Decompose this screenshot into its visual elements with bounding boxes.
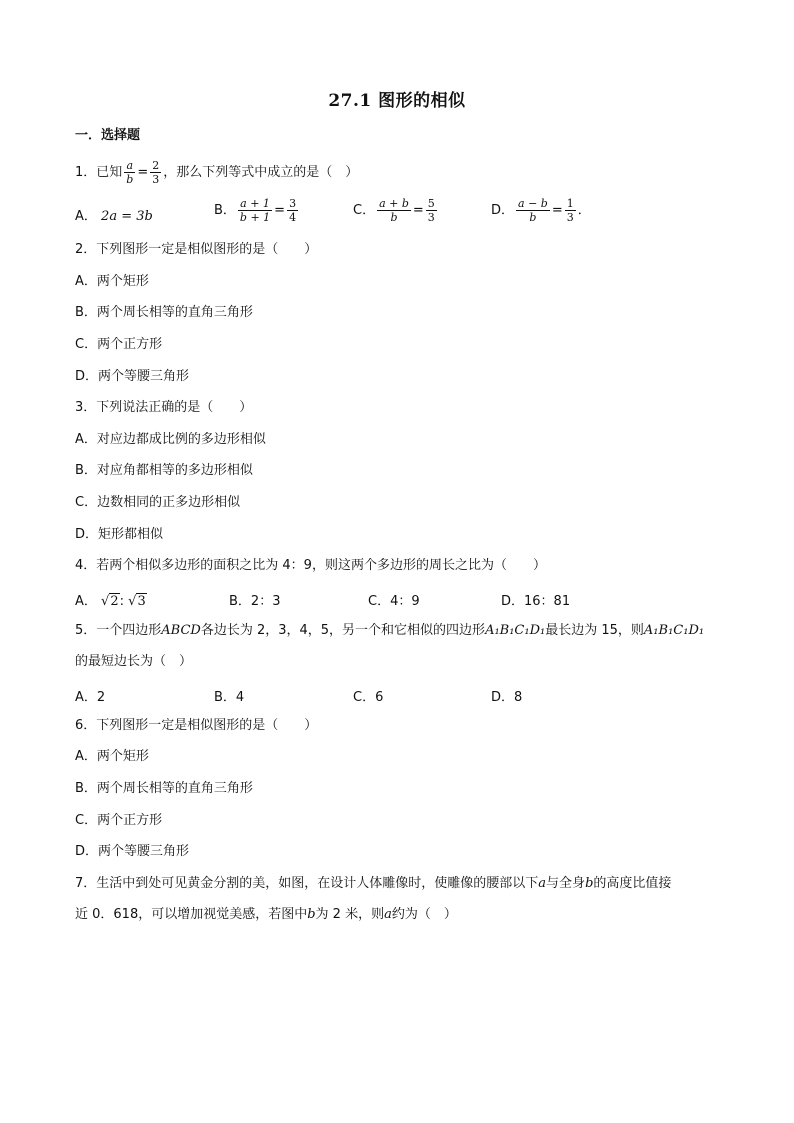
question-6-option-c: C．两个正方形	[75, 813, 163, 828]
question-5-stem-line-2: 的最短边长为（ ）	[75, 654, 193, 669]
fraction-a-over-b: $\frac{a}{b}$	[126, 159, 134, 186]
question-2-option-b: B．两个周长相等的直角三角形	[75, 305, 253, 320]
fraction: $\frac{a + b}{b}$	[379, 197, 409, 224]
section-heading: 一．选择题	[75, 128, 141, 143]
question-5-option-d: D．8	[491, 690, 523, 705]
question-7-stem-line-2: 近 0．618，可以增加视觉美感，若图中b为 2 米，则a约为（ ）	[75, 907, 457, 922]
question-1-option-a: A． 2a = 3b	[75, 209, 153, 224]
question-3-option-a: A．对应边都成比例的多边形相似	[75, 432, 266, 447]
question-6-option-d: D．两个等腰三角形	[75, 844, 190, 859]
question-7-stem-line-1: 7．生活中到处可见黄金分割的美，如图，在设计人体雕像时，使雕像的腰部以下a与全身b的高度比值接	[75, 876, 672, 891]
question-6-option-a: A．两个矩形	[75, 749, 149, 764]
question-1-stem: 1．已知 $\frac{a}{b}$ = $\frac{2}{3}$ ，那么下列等式中成立的是（ ）	[75, 159, 359, 186]
question-4-option-c: C．4：9	[368, 594, 420, 609]
question-1-option-d: D． $\frac{a - b}{b}$ = $\frac{1}{3}$ ．	[491, 197, 591, 224]
question-5-option-c: C．6	[353, 690, 384, 705]
question-4-option-b: B．2：3	[229, 594, 281, 609]
question-4-stem: 4．若两个相似多边形的面积之比为 4：9，则这两个多边形的周长之比为（ ）	[75, 558, 546, 573]
sqrt-3: √3	[128, 594, 146, 609]
question-5-option-b: B．4	[214, 690, 245, 705]
question-3-option-b: B．对应角都相等的多边形相似	[75, 463, 253, 478]
fraction-2-over-3: $\frac{2}{3}$	[152, 159, 160, 186]
sqrt-2: √2	[101, 594, 119, 609]
question-4-option-a: A． √2: √3	[75, 594, 146, 609]
question-2-option-c: C．两个正方形	[75, 337, 163, 352]
question-5-stem-line-1: 5．一个四边形ABCD各边长为 2，3，4，5，另一个和它相似的四边形A₁B₁C₁D₁最长边为 15，则A₁B₁C₁D₁	[75, 623, 705, 638]
question-2-stem: 2．下列图形一定是相似图形的是（ ）	[75, 242, 318, 257]
question-1-option-b: B． $\frac{a + 1}{b + 1}$ = $\frac{3}{4}$	[214, 197, 297, 224]
question-5-option-a: A．2	[75, 690, 106, 705]
question-1-option-c: C． $\frac{a + b}{b}$ = $\frac{5}{3}$	[353, 197, 435, 224]
fraction: $\frac{1}{3}$	[566, 197, 574, 224]
question-3-stem: 3．下列说法正确的是（ ）	[75, 400, 253, 415]
fraction: $\frac{a + 1}{b + 1}$	[239, 197, 271, 224]
fraction: $\frac{5}{3}$	[427, 197, 435, 224]
question-6-option-b: B．两个周长相等的直角三角形	[75, 781, 253, 796]
page-title: 27.1 图形的相似	[328, 91, 466, 111]
question-3-option-d: D．矩形都相似	[75, 527, 164, 542]
question-3-option-c: C．边数相同的正多边形相似	[75, 495, 241, 510]
fraction: $\frac{a - b}{b}$	[518, 197, 548, 224]
question-6-stem: 6．下列图形一定是相似图形的是（ ）	[75, 718, 318, 733]
question-4-option-d: D．16：81	[501, 594, 571, 609]
fraction: $\frac{3}{4}$	[289, 197, 297, 224]
question-2-option-d: D．两个等腰三角形	[75, 369, 190, 384]
question-2-option-a: A．两个矩形	[75, 274, 149, 289]
